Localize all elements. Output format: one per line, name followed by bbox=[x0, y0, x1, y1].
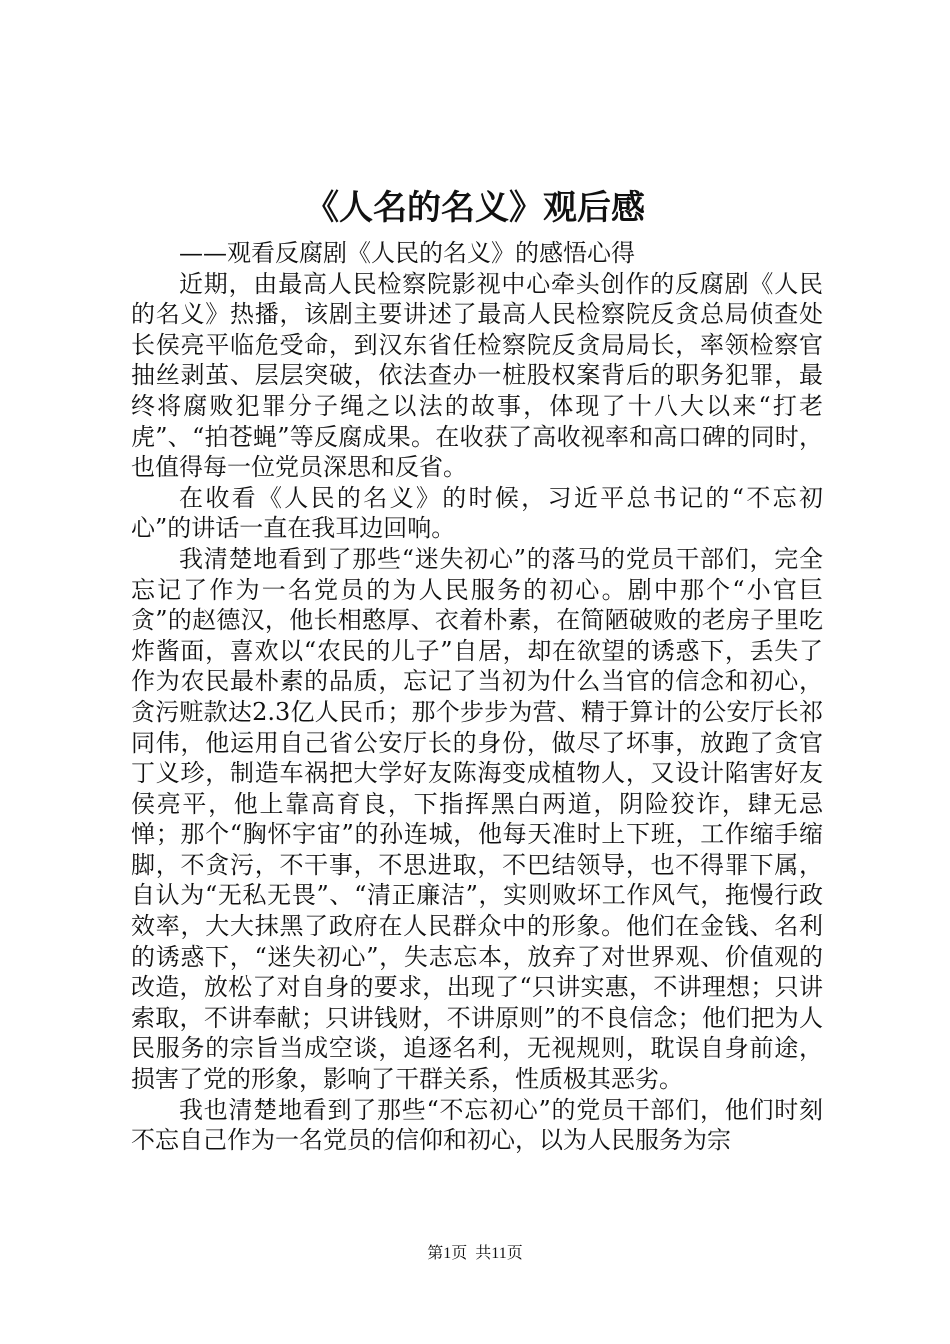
paragraph: 近期，由最高人民检察院影视中心牵头创作的反腐剧《人民的名义》热播，该剧主要讲述了最高人民检察院反贪总局侦查处长侯亮平临危受命，到汉东省任检察院反贪局局长，率领检察官抽丝剥茧、层层突破，依法查办一桩股权案背后的职务犯罪，最终将腐败犯罪分子绳之以法的故事，体现了十八大以来“打老虎”、“拍苍蝇”等反腐成果。在收获了高收视率和高口碑的同时，也值得每一位党员深思和反省。 bbox=[131, 269, 823, 482]
paragraph: 在收看《人民的名义》的时候，习近平总书记的“不忘初心”的讲话一直在我耳边回响。 bbox=[131, 483, 823, 543]
paragraph: 我清楚地看到了那些“迷失初心”的落马的党员干部们，完全忘记了作为一名党员的为人民服务的初心。剧中那个“小官巨贪”的赵德汉，他长相憨厚、衣着朴素，在简陋破败的老房子里吃炸酱面，喜欢以“农民的儿子”自居，却在欲望的诱惑下，丢失了作为农民最朴素的品质，忘记了当初为什么当官的信念和初心，贪污赃款达2.3亿人民币；那个步步为营、精于算计的公安厅长祁同伟，他运用自己省公安厅长的身份，做尽了坏事，放跑了贪官丁义珍，制造车祸把大学好友陈海变成植物人，又设计陷害好友侯亮平，他上靠高育良，下指挥黑白两道，阴险狡诈，肆无忌惮；那个“胸怀宇宙”的孙连城，他每天准时上下班，工作缩手缩脚，不贪污，不干事，不思进取，不巴结领导，也不得罪下属，自认为“无私无畏”、“清正廉洁”，实则败坏工作风气，拖慢行政效率，大大抹黑了政府在人民群众中的形象。他们在金钱、名利的诱惑下，“迷失初心”，失志忘本，放弃了对世界观、价值观的改造，放松了对自身的要求，出现了“只讲实惠，不讲理想；只讲索取，不讲奉献；只讲钱财，不讲原则”的不良信念；他们把为人民服务的宗旨当成空谈，追逐名利，无视规则，耽误自身前途，损害了党的形象，影响了干群关系，性质极其恶劣。 bbox=[131, 544, 823, 1094]
page-total: 共11页 bbox=[475, 1245, 523, 1262]
document-title: 《人名的名义》观后感 bbox=[305, 188, 645, 228]
document-subtitle: ——观看反腐剧《人民的名义》的感悟心得 bbox=[179, 239, 635, 267]
document-body bbox=[131, 238, 823, 1156]
page-number: 第1页 bbox=[427, 1245, 468, 1262]
page-footer bbox=[0, 1243, 950, 1265]
paragraph: 我也清楚地看到了那些“不忘初心”的党员干部们，他们时刻不忘自己作为一名党员的信仰和初心，以为人民服务为宗 bbox=[131, 1095, 823, 1155]
